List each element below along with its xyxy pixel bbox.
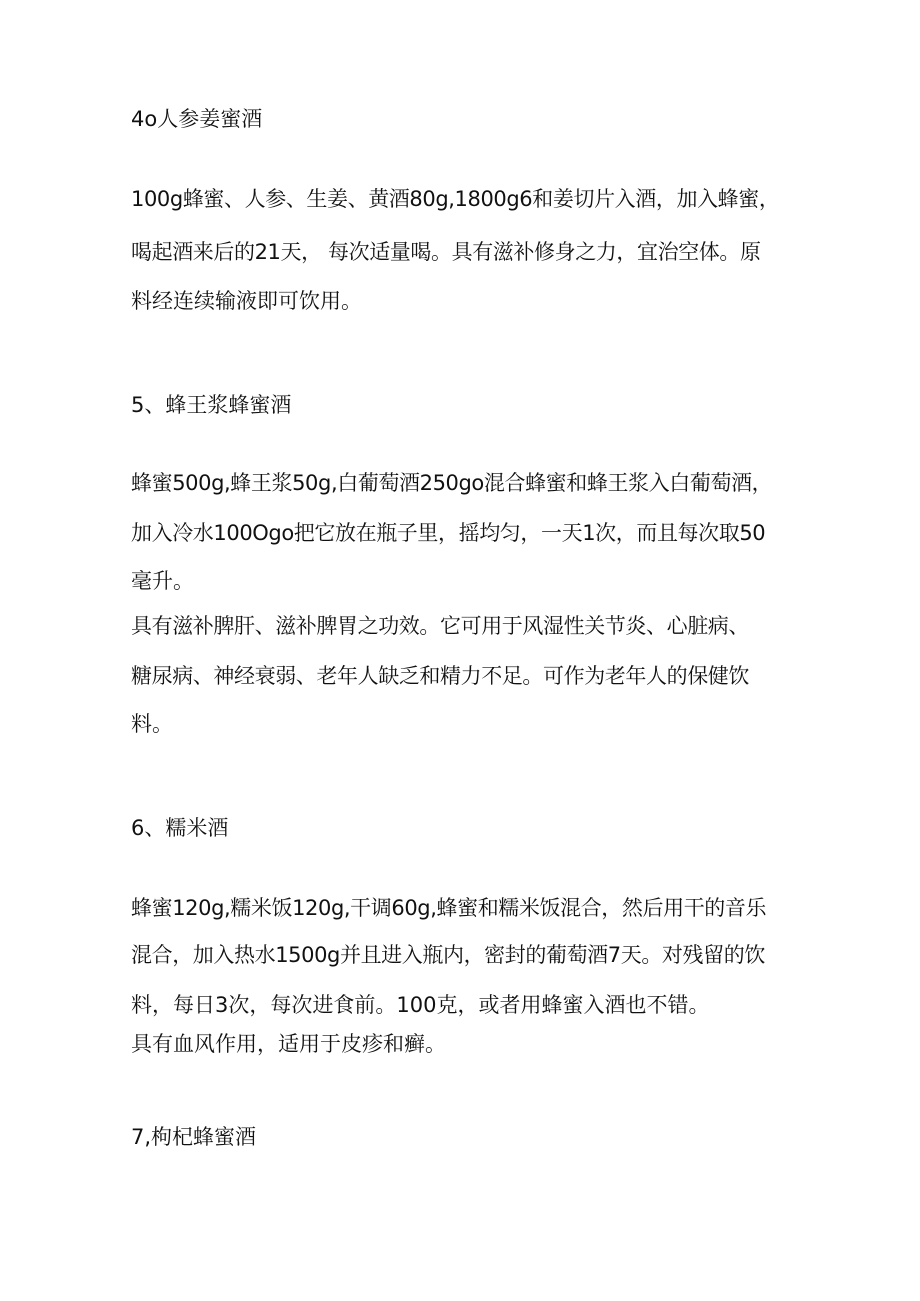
section-5-line-2: 加入冷水100Ogo把它放在瓶子里，摇均匀，一天1次，而且每次取50	[131, 521, 766, 545]
section-5-line-4: 具有滋补脾肝、滋补脾胃之功效。它可用于风湿性关节炎、心脏病、	[131, 614, 749, 638]
section-5-line-6: 料。	[131, 712, 173, 736]
section-4-line-3: 料经连续输液即可饮用。	[131, 289, 362, 313]
section-5-heading: 5、蜂王浆蜂蜜酒	[131, 393, 292, 417]
section-5-line-1: 蜂蜜500g,蜂王浆50g,白葡萄酒250go混合蜂蜜和蜂王浆入白葡萄酒，	[131, 471, 773, 495]
section-4-heading: 4o人参姜蜜酒	[131, 107, 263, 131]
section-6-heading: 6、糯米酒	[131, 816, 229, 840]
section-6-line-1: 蜂蜜120g,糯米饭120g,干调60g,蜂蜜和糯米饭混合，然后用干的音乐	[131, 896, 767, 920]
section-6-line-3: 料，每日3次，每次进食前。100克，或者用蜂蜜入酒也不错。	[131, 993, 710, 1017]
section-6-line-2: 混合，加入热水1500g并且进入瓶内，密封的葡萄酒7天。对残留的饮	[131, 943, 765, 967]
section-4-line-2: 喝起酒来后的21天， 每次适量喝。具有滋补修身之力，宜治空体。原	[131, 240, 761, 264]
section-6-line-4: 具有血风作用，适用于皮疹和癣。	[131, 1032, 446, 1056]
section-5-line-3: 毫升。	[131, 569, 194, 593]
section-7-heading: 7,枸杞蜂蜜酒	[131, 1125, 257, 1149]
section-4-line-1: 100g蜂蜜、人参、生姜、黄酒80g,1800g6和姜切片入酒，加入蜂蜜，	[131, 187, 780, 211]
section-5-line-5: 糖尿病、神经衰弱、老年人缺乏和精力不足。可作为老年人的保健饮	[131, 664, 749, 688]
